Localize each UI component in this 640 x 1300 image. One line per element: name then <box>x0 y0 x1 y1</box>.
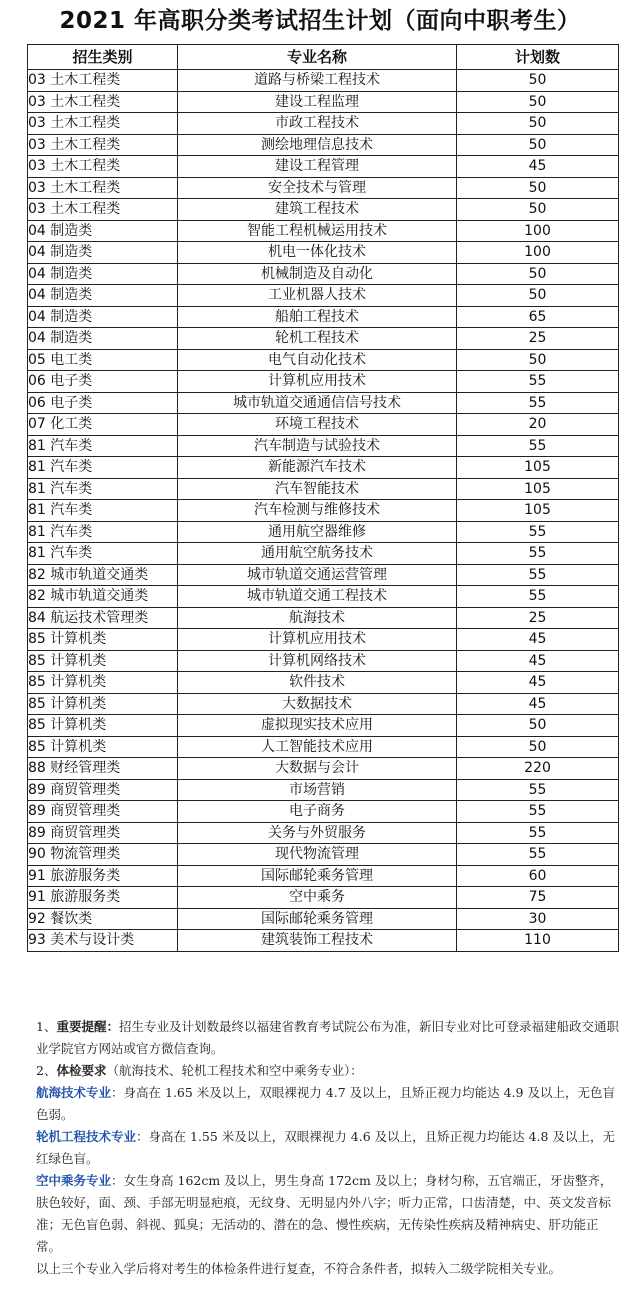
major-cell: 建设工程管理 <box>178 156 457 178</box>
category-cell: 93 美术与设计类 <box>28 930 178 952</box>
major-cell: 城市轨道交通运营管理 <box>178 564 457 586</box>
major-cell: 计算机应用技术 <box>178 371 457 393</box>
table-body <box>28 70 619 952</box>
table-row <box>28 156 619 178</box>
category-cell: 03 土木工程类 <box>28 91 178 113</box>
table-row <box>28 693 619 715</box>
major-cell: 计算机应用技术 <box>178 629 457 651</box>
category-cell: 81 汽车类 <box>28 521 178 543</box>
quota-cell: 30 <box>457 908 619 930</box>
quota-cell: 50 <box>457 134 619 156</box>
quota-cell: 50 <box>457 715 619 737</box>
page-title: 2021 年高职分类考试招生计划（面向中职考生） <box>59 8 581 34</box>
table-row <box>28 113 619 135</box>
table-row <box>28 629 619 651</box>
major-cell: 城市轨道交通通信信号技术 <box>178 392 457 414</box>
table-row <box>28 500 619 522</box>
major-cell: 市政工程技术 <box>178 113 457 135</box>
quota-cell: 100 <box>457 242 619 264</box>
major-cell: 城市轨道交通工程技术 <box>178 586 457 608</box>
major-cell: 船舶工程技术 <box>178 306 457 328</box>
quota-cell: 105 <box>457 478 619 500</box>
table-row <box>28 564 619 586</box>
note-text: ：身高在 1.65 米及以上，双眼裸视力 4.7 及以上，且矫正视力均能达 4.9 及以上，无色盲色弱。 <box>36 1085 615 1122</box>
category-cell: 89 商贸管理类 <box>28 801 178 823</box>
table-row <box>28 91 619 113</box>
major-cell: 安全技术与管理 <box>178 177 457 199</box>
major-cell: 关务与外贸服务 <box>178 822 457 844</box>
category-cell: 90 物流管理类 <box>28 844 178 866</box>
category-cell: 03 土木工程类 <box>28 70 178 92</box>
category-cell: 81 汽车类 <box>28 435 178 457</box>
major-cell: 机电一体化技术 <box>178 242 457 264</box>
note-marine-engineering <box>36 1126 621 1170</box>
major-cell: 机械制造及自动化 <box>178 263 457 285</box>
note-closing: 以上三个专业入学后将对考生的体检条件进行复查，不符合条件者，拟转入二级学院相关专业。 <box>36 1261 562 1276</box>
category-cell: 03 土木工程类 <box>28 113 178 135</box>
quota-cell: 55 <box>457 564 619 586</box>
category-cell: 04 制造类 <box>28 220 178 242</box>
category-cell: 91 旅游服务类 <box>28 865 178 887</box>
category-cell: 03 土木工程类 <box>28 199 178 221</box>
quota-cell: 50 <box>457 177 619 199</box>
table-row <box>28 371 619 393</box>
table-row <box>28 199 619 221</box>
quota-cell: 55 <box>457 435 619 457</box>
major-cell: 新能源汽车技术 <box>178 457 457 479</box>
table-row <box>28 715 619 737</box>
table-row <box>28 908 619 930</box>
note-navigation <box>36 1082 621 1126</box>
category-cell: 81 汽车类 <box>28 543 178 565</box>
quota-cell: 75 <box>457 887 619 909</box>
quota-cell: 45 <box>457 672 619 694</box>
quota-cell: 55 <box>457 521 619 543</box>
note-label: 重要提醒： <box>56 1019 119 1034</box>
quota-cell: 50 <box>457 199 619 221</box>
note-label: 航海技术专业 <box>36 1085 112 1100</box>
major-cell: 工业机器人技术 <box>178 285 457 307</box>
note-physical-exam <box>36 1060 621 1082</box>
category-cell: 85 计算机类 <box>28 672 178 694</box>
major-cell: 航海技术 <box>178 607 457 629</box>
table-row <box>28 650 619 672</box>
enrollment-plan-table <box>27 44 619 952</box>
major-cell: 国际邮轮乘务管理 <box>178 865 457 887</box>
quota-cell: 25 <box>457 328 619 350</box>
category-cell: 85 计算机类 <box>28 629 178 651</box>
table-row <box>28 306 619 328</box>
major-cell: 软件技术 <box>178 672 457 694</box>
note-text: （航海技术、轮机工程技术和空中乘务专业）： <box>106 1063 363 1078</box>
quota-cell: 55 <box>457 779 619 801</box>
major-cell: 建筑装饰工程技术 <box>178 930 457 952</box>
major-cell: 智能工程机械运用技术 <box>178 220 457 242</box>
major-cell: 电气自动化技术 <box>178 349 457 371</box>
category-cell: 07 化工类 <box>28 414 178 436</box>
note-number: 1、 <box>36 1019 57 1034</box>
table-row <box>28 607 619 629</box>
quota-cell: 50 <box>457 285 619 307</box>
quota-cell: 45 <box>457 156 619 178</box>
category-cell: 06 电子类 <box>28 392 178 414</box>
table-row <box>28 392 619 414</box>
quota-cell: 45 <box>457 629 619 651</box>
table-row <box>28 672 619 694</box>
major-cell: 通用航空航务技术 <box>178 543 457 565</box>
major-cell: 轮机工程技术 <box>178 328 457 350</box>
quota-cell: 20 <box>457 414 619 436</box>
table-row <box>28 220 619 242</box>
category-cell: 81 汽车类 <box>28 457 178 479</box>
table-row <box>28 779 619 801</box>
quota-cell: 55 <box>457 392 619 414</box>
major-cell: 环境工程技术 <box>178 414 457 436</box>
category-cell: 85 计算机类 <box>28 650 178 672</box>
quota-cell: 55 <box>457 586 619 608</box>
table-row <box>28 865 619 887</box>
quota-cell: 50 <box>457 91 619 113</box>
header-category: 招生类别 <box>28 45 178 70</box>
table-row <box>28 478 619 500</box>
table-row <box>28 242 619 264</box>
note-label: 轮机工程技术专业 <box>36 1129 137 1144</box>
major-cell: 汽车智能技术 <box>178 478 457 500</box>
table-row <box>28 758 619 780</box>
category-cell: 04 制造类 <box>28 285 178 307</box>
quota-cell: 50 <box>457 736 619 758</box>
quota-cell: 25 <box>457 607 619 629</box>
note-text: ：身高在 1.55 米及以上，双眼裸视力 4.6 及以上，且矫正视力均能达 4.8 及以上，无红绿色盲。 <box>36 1129 615 1166</box>
table-row <box>28 822 619 844</box>
major-cell: 人工智能技术应用 <box>178 736 457 758</box>
category-cell: 04 制造类 <box>28 242 178 264</box>
major-cell: 虚拟现实技术应用 <box>178 715 457 737</box>
note-label: 空中乘务专业 <box>36 1173 112 1188</box>
note-flight-attendant <box>36 1170 621 1258</box>
notes-section <box>36 1016 621 1280</box>
table-row <box>28 70 619 92</box>
table-row <box>28 543 619 565</box>
note-number: 2、 <box>36 1063 57 1078</box>
quota-cell: 65 <box>457 306 619 328</box>
note-text: ：女生身高 162cm 及以上，男生身高 172cm 及以上；身材匀称，五官端正，牙齿整齐，肤色较好，面、颈、手部无明显疤痕，无纹身、无明显内外八字；听力正常，口齿清楚，中、英文发音标准；无色盲色弱、斜视、狐臭；无活动的、潜在的急、慢性疾病，无传染性疾病及精神病史、肝功能正常。 <box>36 1173 613 1254</box>
category-cell: 89 商贸管理类 <box>28 779 178 801</box>
table-row <box>28 844 619 866</box>
table-row <box>28 887 619 909</box>
quota-cell: 55 <box>457 543 619 565</box>
quota-cell: 55 <box>457 844 619 866</box>
major-cell: 建筑工程技术 <box>178 199 457 221</box>
table-row <box>28 328 619 350</box>
major-cell: 现代物流管理 <box>178 844 457 866</box>
category-cell: 03 土木工程类 <box>28 156 178 178</box>
quota-cell: 50 <box>457 113 619 135</box>
quota-cell: 220 <box>457 758 619 780</box>
quota-cell: 50 <box>457 70 619 92</box>
table-row <box>28 134 619 156</box>
quota-cell: 105 <box>457 457 619 479</box>
major-cell: 道路与桥梁工程技术 <box>178 70 457 92</box>
major-cell: 国际邮轮乘务管理 <box>178 908 457 930</box>
header-quota: 计划数 <box>457 45 619 70</box>
quota-cell: 60 <box>457 865 619 887</box>
category-cell: 85 计算机类 <box>28 693 178 715</box>
quota-cell: 110 <box>457 930 619 952</box>
note-text: 招生专业及计划数最终以福建省教育考试院公布为准，新旧专业对比可登录福建船政交通职业学院官方网站或官方微信查询。 <box>36 1019 619 1056</box>
category-cell: 88 财经管理类 <box>28 758 178 780</box>
major-cell: 汽车制造与试验技术 <box>178 435 457 457</box>
note-label: 体检要求 <box>56 1063 107 1078</box>
major-cell: 计算机网络技术 <box>178 650 457 672</box>
category-cell: 82 城市轨道交通类 <box>28 564 178 586</box>
category-cell: 06 电子类 <box>28 371 178 393</box>
quota-cell: 100 <box>457 220 619 242</box>
category-cell: 85 计算机类 <box>28 736 178 758</box>
major-cell: 大数据技术 <box>178 693 457 715</box>
category-cell: 91 旅游服务类 <box>28 887 178 909</box>
category-cell: 92 餐饮类 <box>28 908 178 930</box>
table-row <box>28 263 619 285</box>
quota-cell: 45 <box>457 650 619 672</box>
quota-cell: 55 <box>457 371 619 393</box>
table-row <box>28 435 619 457</box>
major-cell: 通用航空器维修 <box>178 521 457 543</box>
category-cell: 03 土木工程类 <box>28 177 178 199</box>
major-cell: 测绘地理信息技术 <box>178 134 457 156</box>
category-cell: 81 汽车类 <box>28 478 178 500</box>
category-cell: 85 计算机类 <box>28 715 178 737</box>
major-cell: 建设工程监理 <box>178 91 457 113</box>
header-major: 专业名称 <box>178 45 457 70</box>
category-cell: 89 商贸管理类 <box>28 822 178 844</box>
table-row <box>28 736 619 758</box>
category-cell: 03 土木工程类 <box>28 134 178 156</box>
table-row <box>28 285 619 307</box>
category-cell: 04 制造类 <box>28 263 178 285</box>
table-row <box>28 930 619 952</box>
category-cell: 81 汽车类 <box>28 500 178 522</box>
major-cell: 大数据与会计 <box>178 758 457 780</box>
table-row <box>28 177 619 199</box>
table-header-row <box>28 45 619 70</box>
quota-cell: 55 <box>457 801 619 823</box>
quota-cell: 55 <box>457 822 619 844</box>
quota-cell: 45 <box>457 693 619 715</box>
major-cell: 市场营销 <box>178 779 457 801</box>
category-cell: 05 电工类 <box>28 349 178 371</box>
major-cell: 空中乘务 <box>178 887 457 909</box>
category-cell: 82 城市轨道交通类 <box>28 586 178 608</box>
table-row <box>28 586 619 608</box>
table-row <box>28 521 619 543</box>
table-row <box>28 801 619 823</box>
table-row <box>28 414 619 436</box>
category-cell: 04 制造类 <box>28 306 178 328</box>
quota-cell: 50 <box>457 349 619 371</box>
major-cell: 电子商务 <box>178 801 457 823</box>
note-important <box>36 1016 621 1060</box>
major-cell: 汽车检测与维修技术 <box>178 500 457 522</box>
table-row <box>28 457 619 479</box>
table-row <box>28 349 619 371</box>
category-cell: 04 制造类 <box>28 328 178 350</box>
quota-cell: 105 <box>457 500 619 522</box>
quota-cell: 50 <box>457 263 619 285</box>
category-cell: 84 航运技术管理类 <box>28 607 178 629</box>
